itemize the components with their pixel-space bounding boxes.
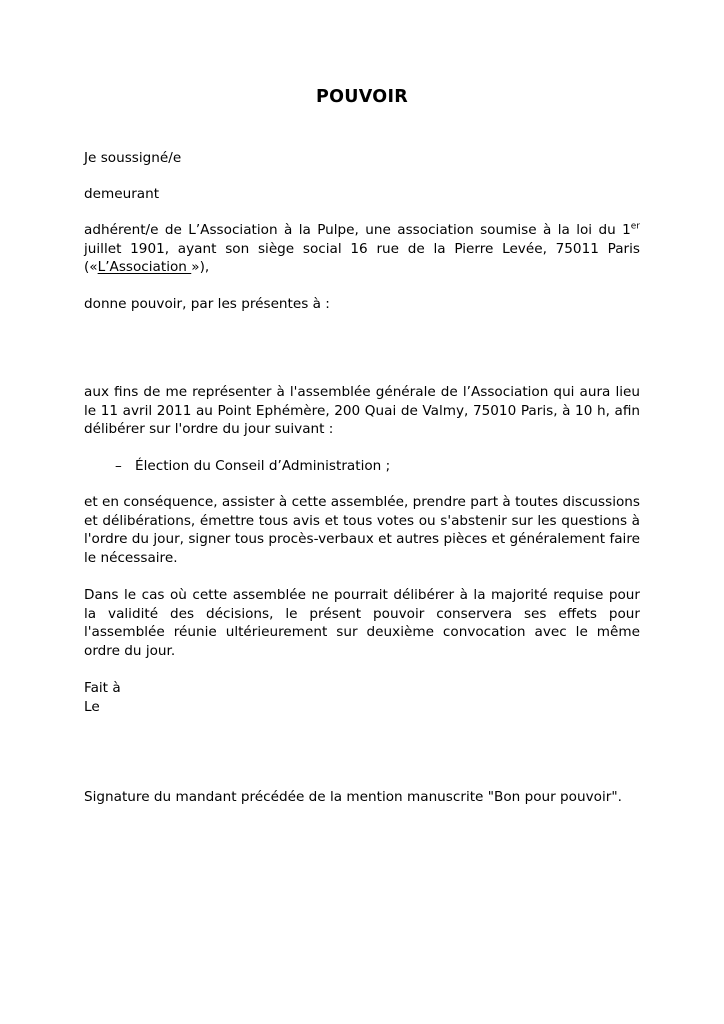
fait-a-label: Fait à <box>84 680 121 696</box>
agenda-item-label: Élection du Conseil d’Administration ; <box>135 458 391 474</box>
paragraph-demeurant: demeurant <box>84 186 160 202</box>
paragraph-dans-le-cas: Dans le cas où cette assemblée ne pourrait délibérer à la majorité requise pour la validité des décisions, le présent pouvoir conservera ses effets pour l'assemblée réunie ultérieurement sur deuxième convocation avec le même ordre du jour. <box>84 587 640 660</box>
adherent-text-tail: »), <box>191 259 210 276</box>
paragraph-adherent-association <box>84 221 640 277</box>
ordinal-suffix: er <box>630 221 640 232</box>
paragraph-signature-mention: Signature du mandant précédée de la mention manuscrite "Bon pour pouvoir". <box>84 789 622 805</box>
paragraph-aux-fins: aux fins de me représenter à l'assemblée générale de l’Association qui aura lieu le 11 avril 2011 au Point Ephémère, 200 Quai de Valmy, 75010 Paris, à 10 h, afin délibérer sur l'ordre du jour suivant : <box>84 384 640 438</box>
le-label: Le <box>84 698 100 715</box>
defined-term-association: L’Association <box>97 259 192 276</box>
dash-bullet-icon: – <box>115 458 122 474</box>
page-title: POUVOIR <box>315 87 409 107</box>
agenda-list-item <box>84 457 640 476</box>
signature-place-date-block <box>84 679 640 716</box>
paragraph-donne-pouvoir: donne pouvoir, par les présentes à : <box>84 296 330 312</box>
paragraph-en-consequence: et en conséquence, assister à cette assemblée, prendre part à toutes discussions et délibérations, émettre tous avis et tous votes ou s'abstenir sur les questions à l'ordre du jour, signer tous procès-verbaux et autres pièces et généralement faire le nécessaire. <box>84 494 640 567</box>
paragraph-je-soussigne: Je soussigné/e <box>84 150 182 166</box>
adherent-text-lead: adhérent/e de L’Association à la Pulpe, une association soumise à la loi du 1 <box>84 222 631 238</box>
adherent-text-middle: juillet 1901, ayant son siège social 16 rue de la Pierre Levée, 75011 Paris (« <box>84 240 640 276</box>
